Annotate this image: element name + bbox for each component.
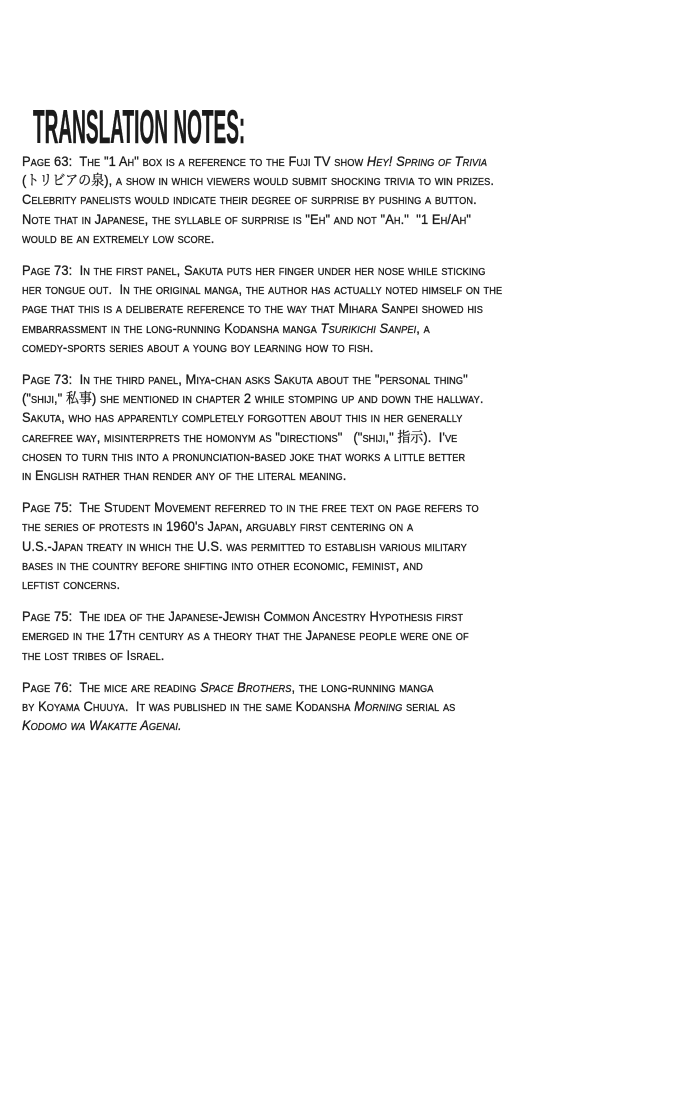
note-line: [22, 447, 646, 466]
note-text: emerged in the 17th century as a theory that the Japanese people were one of: [22, 627, 469, 644]
note-text: chosen to turn this into a pronunciation-based joke that works a little better: [22, 447, 466, 464]
page-title: TRANSLATION NOTES:: [33, 101, 246, 154]
note-line: [22, 575, 646, 594]
note-text-italic: Hey! Spring of Trivia: [366, 153, 488, 169]
note-line: [22, 517, 646, 536]
note-text: , a: [416, 319, 430, 336]
note-paragraph: [22, 607, 646, 665]
note-text: Celebrity panelists would indicate their degree of surprise by pushing a button.: [22, 191, 477, 208]
note-line: [22, 678, 646, 697]
note-line: [22, 171, 646, 190]
note-text: would be an extremely low score.: [22, 229, 215, 246]
note-text: (トリビアの泉), a show in which viewers would submit shocking trivia to win prizes.: [22, 172, 495, 189]
note-line: [22, 556, 646, 575]
note-text: embarrassment in the long-running Kodansha manga: [22, 319, 321, 336]
note-text-italic: Kodomo wa Wakatte Agenai.: [22, 717, 182, 734]
note-paragraph: [22, 370, 646, 485]
note-paragraph: [22, 498, 646, 594]
note-text: ("shiji," 私事) she mentioned in chapter 2 while stomping up and down the hallway.: [22, 390, 484, 407]
note-text: U.S.-Japan treaty in which the U.S. was permitted to establish various military: [22, 537, 467, 554]
note-line: [22, 229, 646, 248]
note-text: Page 73: In the third panel, Miya-chan asks Sakuta about the "personal thing": [22, 371, 468, 388]
note-text: the series of protests in 1960's Japan, arguably first centering on a: [22, 518, 414, 535]
note-text-italic: Morning: [354, 698, 403, 715]
note-text: in English rather than render any of the literal meaning.: [22, 467, 347, 484]
note-line: [22, 152, 646, 171]
note-line: [22, 697, 646, 716]
note-text: her tongue out. In the original manga, the author has actually noted himself on the: [22, 281, 503, 298]
note-text: Note that in Japanese, the syllable of surprise is "Eh" and not "Ah." "1 Eh/Ah": [22, 210, 472, 227]
note-line: [22, 498, 646, 517]
note-text: Page 73: In the first panel, Sakuta puts her finger under her nose while sticking: [22, 262, 486, 279]
note-paragraph: [22, 261, 646, 357]
note-line: [22, 537, 646, 556]
note-text: carefree way, misinterprets the homonym as "directions" ("shiji," 指示). I've: [22, 428, 458, 445]
note-text: page that this is a deliberate reference to the way that Mihara Sanpei showed his: [22, 300, 483, 317]
note-line: [22, 626, 646, 645]
note-text: comedy-sports series about a young boy learning how to fish.: [22, 338, 374, 355]
note-line: [22, 646, 646, 665]
note-line: [22, 466, 646, 485]
note-line: [22, 280, 646, 299]
note-text: Page 75: The Student Movement referred to in the free text on page refers to: [22, 499, 479, 516]
note-line: [22, 607, 646, 626]
note-line: [22, 716, 646, 735]
note-text: Sakuta, who has apparently completely forgotten about this in her generally: [22, 409, 463, 426]
note-line: [22, 389, 646, 408]
note-text: Page 76: The mice are reading: [22, 678, 201, 695]
note-text: bases in the country before shifting into other economic, feminist, and: [22, 556, 423, 573]
note-text-italic: Tsurikichi Sanpei: [320, 319, 417, 336]
note-line: [22, 338, 646, 357]
note-line: [22, 428, 646, 447]
translation-notes-page: [0, 100, 700, 1093]
note-line: [22, 261, 646, 280]
note-text: leftist concerns.: [22, 576, 121, 593]
note-paragraph: [22, 678, 646, 736]
note-text: the lost tribes of Israel.: [22, 646, 165, 663]
note-line: [22, 210, 646, 229]
notes-list: [22, 152, 646, 735]
note-text-italic: Space Brothers: [200, 678, 292, 695]
note-text: by Koyama Chuuya. It was published in the same Kodansha: [22, 698, 355, 715]
note-paragraph: [22, 152, 646, 248]
note-line: [22, 370, 646, 389]
note-text: , the long-running manga: [291, 678, 434, 695]
note-line: [22, 408, 646, 427]
note-line: [22, 190, 646, 209]
note-line: [22, 299, 646, 318]
note-text: Page 75: The idea of the Japanese-Jewish Common Ancestry Hypothesis first: [22, 608, 464, 625]
note-line: [22, 319, 646, 338]
note-text: serial as: [402, 698, 456, 715]
note-text: Page 63: The "1 Ah" box is a reference to the Fuji TV show: [22, 153, 367, 169]
